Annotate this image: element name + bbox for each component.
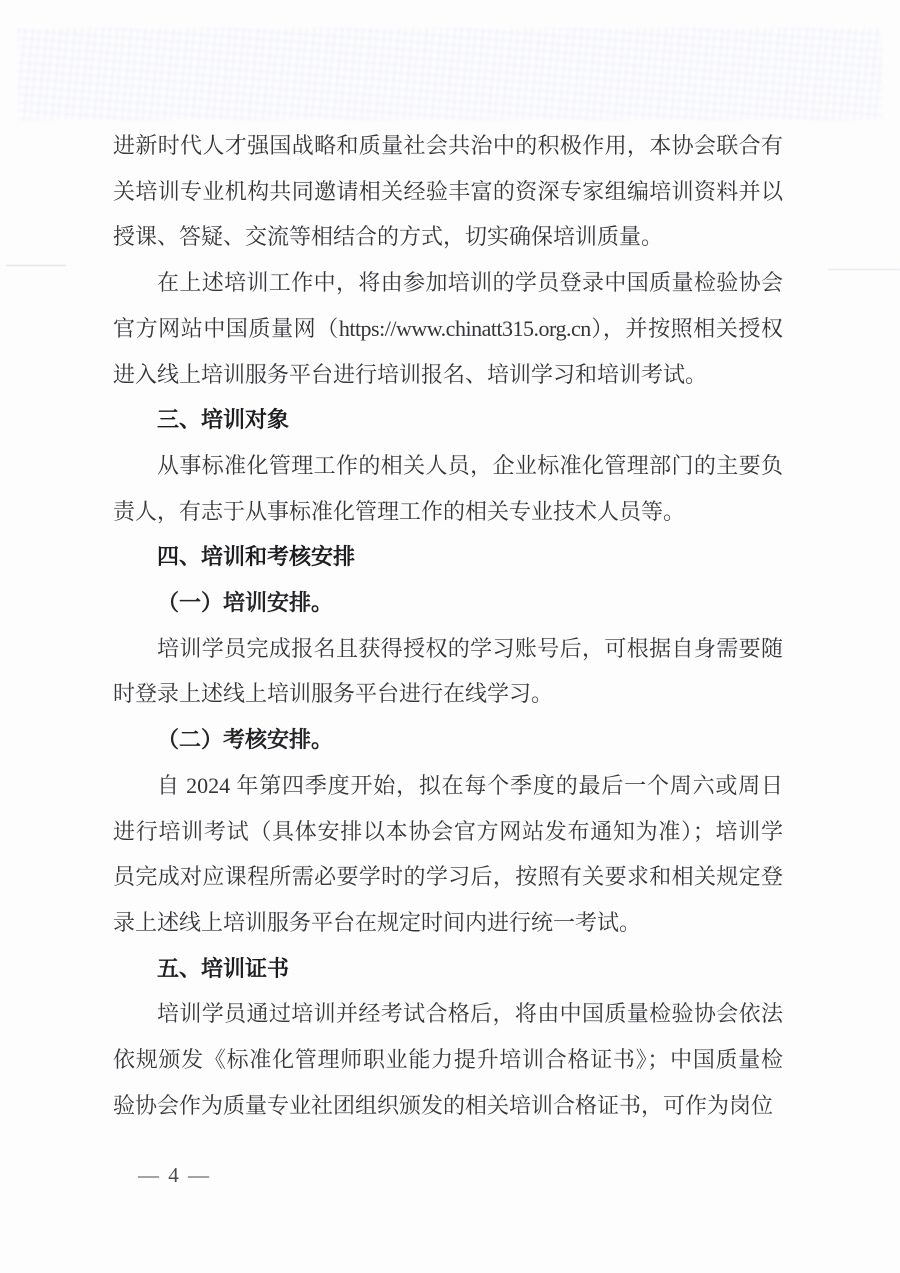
website-url-text: https://www.chinatt315.org.cn — [338, 315, 591, 341]
paragraph-intro-continued: 进新时代人才强国战略和质量社会共治中的积极作用，本协会联合有关培训专业机构共同邀请相关经验丰富的资深专家组编培训资料并以授课、答疑、交流等相结合的方式，切实确保培训质量。 — [113, 133, 783, 250]
paragraph-certificate: 培训学员通过培训并经考试合格后，将由中国质量检验协会依法依规颁发《标准化管理师职业能力提升培训合格证书》；中国质量检验协会作为质量专业社团组织颁发的相关培训合格证书，可作为岗位 — [113, 1001, 783, 1118]
heading-section-3-training-audience: 三、培训对象 — [157, 407, 290, 433]
paragraph-training-arrangement: 培训学员完成报名且获得授权的学习账号后，可根据自身需要随时登录上述线上培训服务平台进行在线学习。 — [113, 635, 783, 707]
paragraph-online-platform-post: ），并按照相关授权进入线上培训服务平台进行培训报名、培训学习和培训考试。 — [113, 315, 783, 387]
scan-line-artifact-right — [828, 269, 900, 270]
subheading-exam-arrangement: （二）考核安排。 — [157, 727, 334, 753]
paragraph-online-platform-pre: 在上述培训工作中，将由参加培训的学员登录中国质量检验协会官方网站中国质量网（ — [113, 270, 783, 341]
paragraph-training-audience: 从事标准化管理工作的相关人员，企业标准化管理部门的主要负责人，有志于从事标准化管理工作的相关专业技术人员等。 — [113, 452, 783, 524]
document-body — [113, 0, 783, 1128]
heading-section-4-training-exam-arrangement: 四、培训和考核安排 — [157, 544, 356, 570]
paragraph-exam-arrangement: 自 2024 年第四季度开始，拟在每个季度的最后一个周六或周日进行培训考试（具体安排以本协会官方网站发布通知为准）；培训学员完成对应课程所需必要学时的学习后，按照有关要求和相关规定登录上述线上培训服务平台在规定时间内进行统一考试。 — [113, 772, 783, 935]
subheading-training-arrangement: （一）培训安排。 — [157, 590, 334, 616]
heading-section-5-training-certificate: 五、培训证书 — [157, 955, 290, 981]
paragraph-online-platform — [113, 260, 783, 397]
scan-line-artifact-left — [6, 265, 66, 266]
page-number: — 4 — — [138, 1163, 211, 1187]
